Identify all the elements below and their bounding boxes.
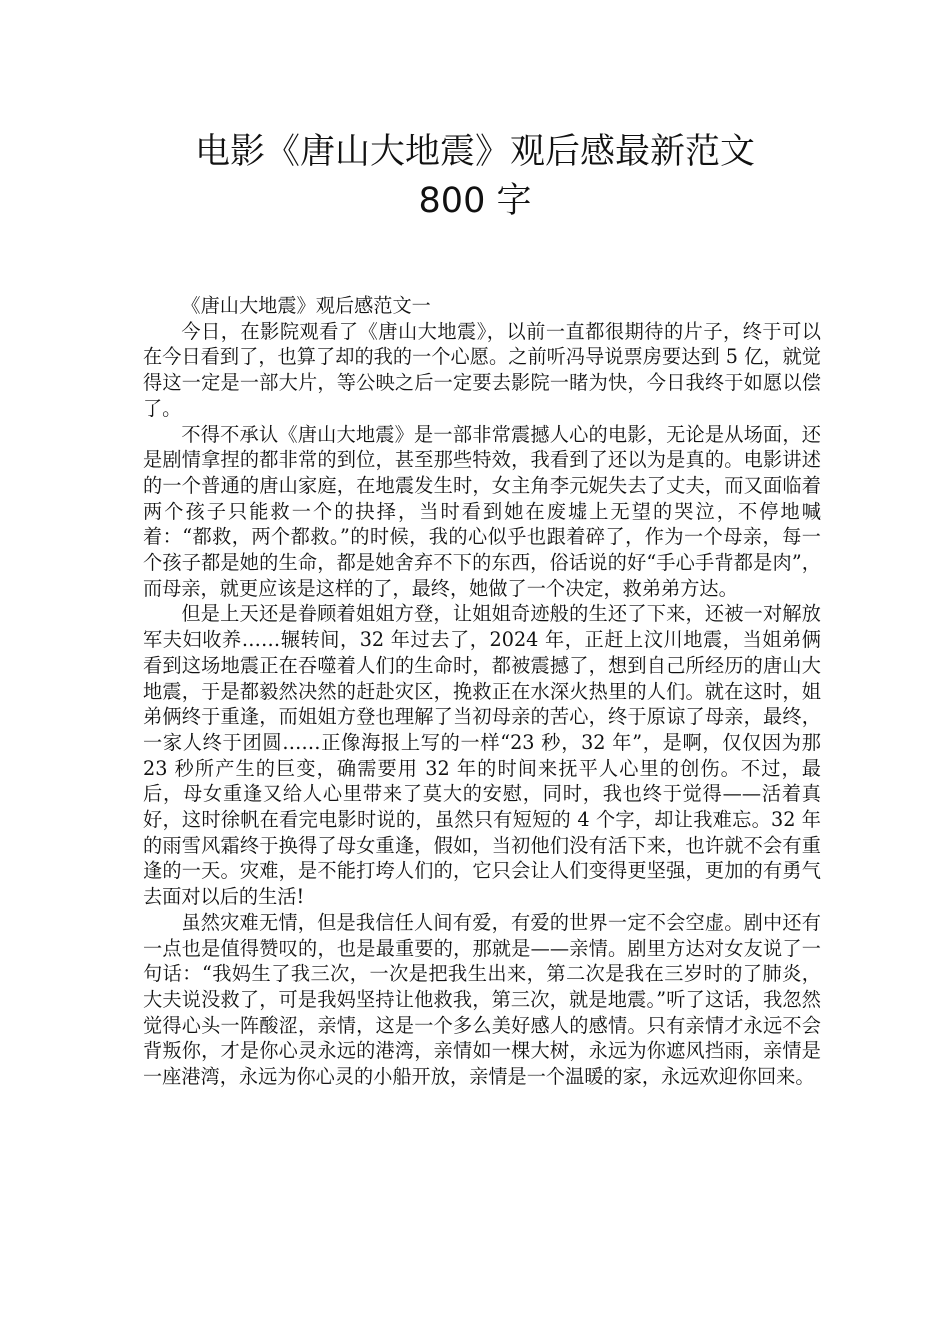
document-body — [143, 293, 821, 1090]
section-heading: 《唐山大地震》观后感范文一 — [181, 294, 431, 317]
paragraph: 不得不承认《唐山大地震》是一部非常震撼人心的电影，无论是从场面，还是剧情拿捏的都非常的到位，甚至那些特效，我看到了还以为是真的。电影讲述的一个普通的唐山家庭，在地震发生时，女主角李元妮失去了丈夫，而又面临着两个孩子只能救一个的抉择，当时看到她在废墟上无望的哭泣，不停地喊着：“都救，两个都救。”的时候，我的心似乎也跟着碎了，作为一个母亲，每一个孩子都是她的生命，都是她舍弃不下的东西，俗话说的好“手心手背都是肉”，而母亲，就更应该是这样的了，最终，她做了一个决定，救弟弟方达。 — [143, 422, 821, 600]
document-title: 电影《唐山大地震》观后感最新范文 — [194, 132, 755, 172]
paragraph: 但是上天还是眷顾着姐姐方登，让姐姐奇迹般的生还了下来，还被一对解放军夫妇收养……辗转间，32 年过去了，2024 年，正赶上汶川地震，当姐弟俩看到这场地震正在吞噬着人们的生命时，都被震撼了，想到自己所经历的唐山大地震，于是都毅然决然的赶赴灾区，挽救正在水深火热里的人们。就在这时，姐弟俩终于重逢，而姐姐方登也理解了当初母亲的苦心，终于原谅了母亲，最终，一家人终于团圆……正像海报上写的一样“23 秒，32 年”，是啊，仅仅因为那 23 秒所产生的巨变，确需要用 32 年的时间来抚平人心里的创伤。不过，最后，母女重逢又给人心里带来了莫大的安慰，同时，我也终于觉得——活着真好，这时徐帆在看完电影时说的，虽然只有短短的 4 个字，却让我难忘。32 年的雨雪风霜终于换得了母女重逢，假如，当初他们没有活下来，也许就不会有重逢的一天。灾难，是不能打垮人们的，它只会让人们变得更坚强，更加的有勇气去面对以后的生活! — [143, 602, 821, 909]
document-title-word-count: 800 字 — [418, 181, 532, 221]
paragraph: 虽然灾难无情，但是我信任人间有爱，有爱的世界一定不会空虚。剧中还有一点也是值得赞叹的，也是最重要的，那就是——亲情。剧里方达对女友说了一句话：“我妈生了我三次，一次是把我生出来，第二次是我在三岁时的了肺炎，大夫说没救了，可是我妈坚持让他救我，第三次，就是地震。”听了这话，我忽然觉得心头一阵酸涩，亲情，这是一个多么美好感人的感情。只有亲情才永远不会背叛你，才是你心灵永远的港湾，亲情如一棵大树，永远为你遮风挡雨，亲情是一座港湾，永远为你心灵的小船开放，亲情是一个温暖的家，永远欢迎你回来。 — [143, 910, 821, 1089]
paragraph: 今日，在影院观看了《唐山大地震》，以前一直都很期待的片子，终于可以在今日看到了，也算了却的我的一个心愿。之前听冯导说票房要达到 5 亿，就觉得这一定是一部大片，等公映之后一定要去影院一睹为快，今日我终于如愿以偿了。 — [143, 319, 821, 420]
